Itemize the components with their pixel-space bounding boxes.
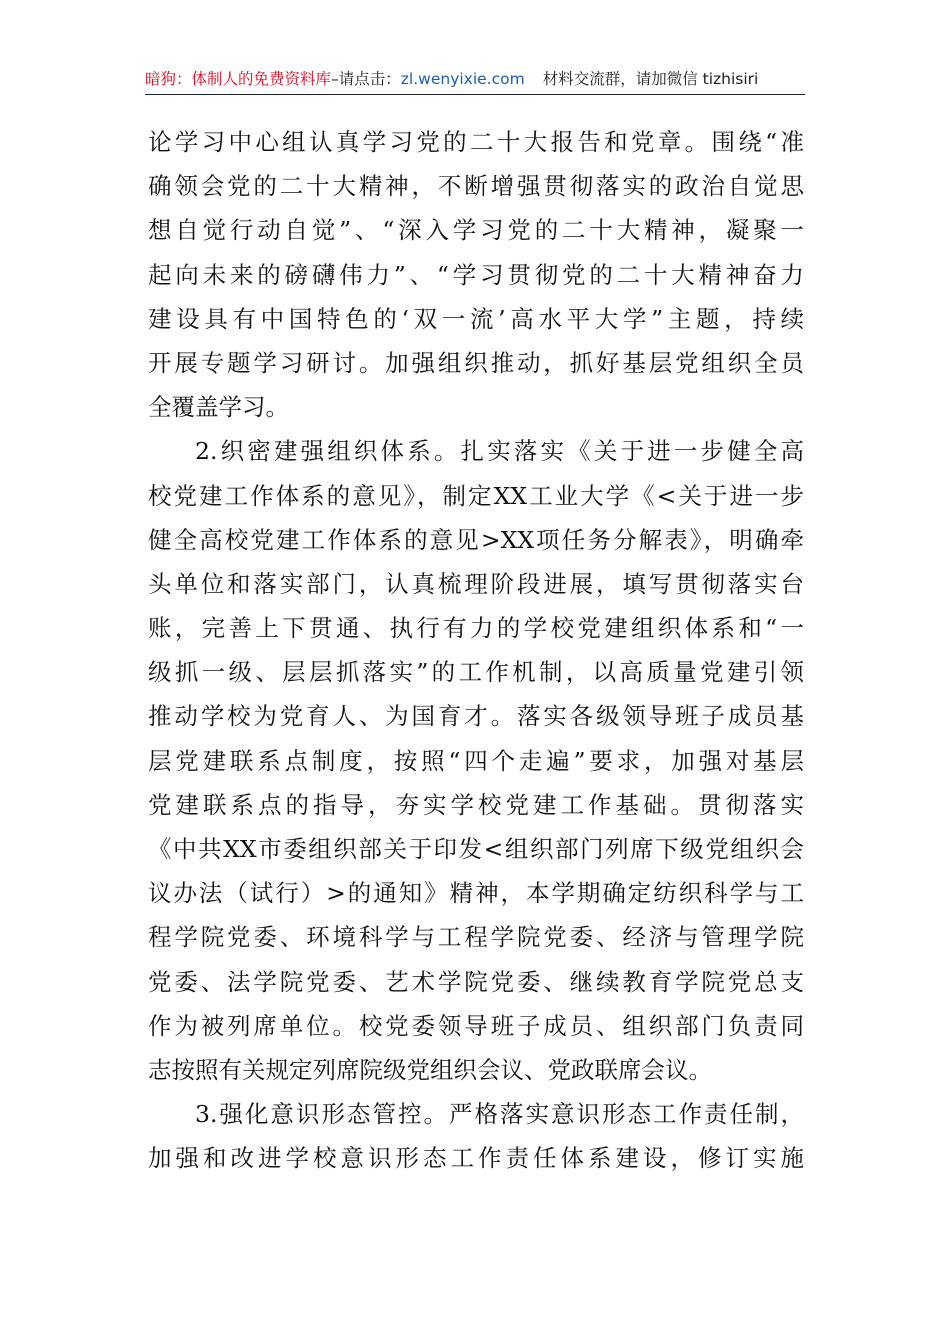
header-prompt: –请点击： [331,70,401,88]
text-line: 起向未来的磅礴伟力”、“学习贯彻党的二十大精神奋力 [148,260,804,289]
text-line: 层党建联系点制度，按照“四个走遍”要求，加强对基层 [148,746,804,775]
text-line: 账，完善上下贯通、执行有力的学校党建组织体系和“一 [148,614,804,643]
text-line: 《中共XX市委组织部关于印发<组织部门列席下级党组织会 [148,835,804,863]
page-header [145,64,805,95]
text-line: 推动学校为党育人、为国育才。落实各级领导班子成员基 [148,702,804,731]
text-line: 想自觉行动自觉”、“深入学习党的二十大精神，凝聚一 [148,216,804,245]
text-line: 程学院党委、环境科学与工程学院党委、经济与管理学院 [148,923,804,952]
text-line: 党建联系点的指导，夯实学校党建工作基础。贯彻落实 [148,790,804,819]
document-body [148,120,804,1181]
header-brand: 暗狗：体制人的免费资料库 [145,70,332,88]
text-line: 议办法（试行）>的通知》精神，本学期确定纺织科学与工 [148,879,804,908]
text-line: 作为被列席单位。校党委领导班子成员、组织部门负责同 [148,1011,804,1040]
paragraph-3 [148,1092,804,1180]
text-line: 3.强化意识形态管控。严格落实意识形态工作责任制， [195,1100,804,1129]
text-line: 开展专题学习研讨。加强组织推动，抓好基层党组织全员 [148,348,804,377]
text-line: 全覆盖学习。 [148,393,289,422]
text-line: 论学习中心组认真学习党的二十大报告和党章。围绕“准 [148,128,804,156]
text-line: 级抓一级、层层抓落实”的工作机制，以高质量党建引领 [148,658,804,687]
text-line: 党委、法学院党委、艺术学院党委、继续教育学院党总支 [148,967,804,996]
text-line: 加强和改进学校意识形态工作责任体系建设，修订实施 [148,1144,804,1173]
paragraph-2 [148,429,804,1092]
text-line: 志按照有关规定列席院级党组织会议、党政联席会议。 [148,1055,712,1084]
text-line: 校党建工作体系的意见》，制定XX工业大学《<关于进一步 [148,481,804,510]
text-line: 建设具有中国特色的‘双一流’高水平大学”主题，持续 [148,304,804,333]
text-line: 健全高校党建工作体系的意见>XX项任务分解表》，明确牵 [148,525,804,554]
paragraph-1 [148,120,804,429]
header-url-link[interactable]: zl.wenyixie.com [400,70,525,88]
header-contact: 材料交流群，请加微信 tizhisiri [542,70,759,88]
text-line: 头单位和落实部门，认真梳理阶段进展，填写贯彻落实台 [148,569,804,598]
text-line: 2.织密建强组织体系。扎实落实《关于进一步健全高 [195,437,804,466]
text-line: 确领会党的二十大精神，不断增强贯彻落实的政治自觉思 [148,172,804,201]
